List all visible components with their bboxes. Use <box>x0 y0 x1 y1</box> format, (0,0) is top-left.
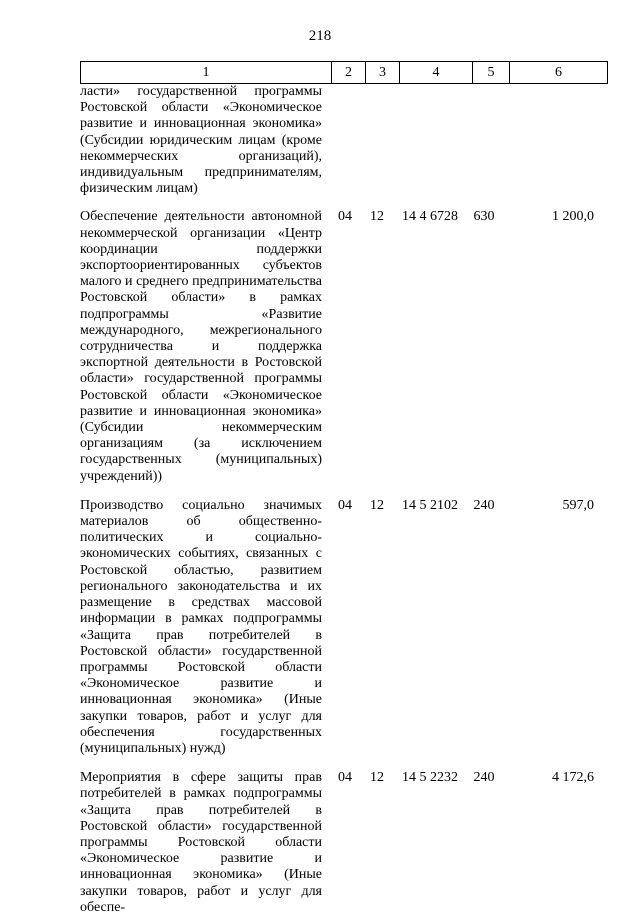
row-section: 04 <box>338 497 352 513</box>
table-row <box>80 209 602 484</box>
row-target-article: 14 5 2102 <box>402 497 458 513</box>
column-header-6: 6 <box>510 62 608 84</box>
table-body <box>80 84 602 916</box>
row-amount: 597,0 <box>562 497 594 513</box>
table-row <box>80 770 602 916</box>
column-header-4: 4 <box>400 62 473 84</box>
row-section: 04 <box>338 770 352 786</box>
column-header-5: 5 <box>473 62 510 84</box>
table-row <box>80 498 602 757</box>
page-number: 218 <box>308 28 332 44</box>
table-header <box>80 61 608 84</box>
column-header-1: 1 <box>81 62 332 84</box>
row-expense-type: 240 <box>473 497 495 513</box>
column-header-3: 3 <box>366 62 400 84</box>
row-subsection: 12 <box>370 497 384 513</box>
row-amount: 4 172,6 <box>552 770 594 786</box>
column-header-2: 2 <box>332 62 366 84</box>
row-target-article: 14 5 2232 <box>402 770 458 786</box>
row-description: Производство социально значимых материалов об общественно-политических и социально-экономических событиях, связанных с Ростовской областью, развитием регионального законодательства и их размещение в средствах массовой информации в рамках подпрограммы «Защита прав потребителей в Ростовской области» государственной программы Ростовской области «Экономическое развитие и инновационная экономика» (Иные закупки товаров, работ и услуг для обеспечения государственных (муниципальных) нужд) <box>80 497 322 756</box>
table-row <box>80 84 602 197</box>
row-description: ласти» государственной программы Ростовской области «Экономическое развитие и инновационная экономика» (Субсидии юридическим лицам (кроме некоммерческих организаций), индивидуальным предпринимателям, физическим лицам) <box>80 84 322 197</box>
row-description: Мероприятия в сфере защиты прав потребителей в рамках подпрограммы «Защита прав потребителей в Ростовской области» государственной программы Ростовской области «Экономическое развитие и инновационная экономика» (Иные закупки товаров, работ и услуг для обеспе- <box>80 770 322 915</box>
row-section: 04 <box>338 209 352 225</box>
row-expense-type: 240 <box>473 770 495 786</box>
row-subsection: 12 <box>370 209 384 225</box>
row-target-article: 14 4 6728 <box>402 209 458 225</box>
row-description: Обеспечение деятельности автономной некоммерческой организации «Центр координации поддержки экспортоориентированных субъектов малого и среднего предпринимательства Ростовской области» в рамках подпрограммы «Развитие международного, межрегионального сотрудничества и поддержка экспортной деятельности в Ростовской области» государственной программы Ростовской области «Экономическое развитие и инновационная экономика» (Субсидии некоммерческим организациям (за исключением государственных (муниципальных) учреждений)) <box>80 209 322 484</box>
row-expense-type: 630 <box>473 209 495 225</box>
header-row <box>81 62 608 84</box>
row-amount: 1 200,0 <box>552 209 594 225</box>
row-subsection: 12 <box>370 770 384 786</box>
